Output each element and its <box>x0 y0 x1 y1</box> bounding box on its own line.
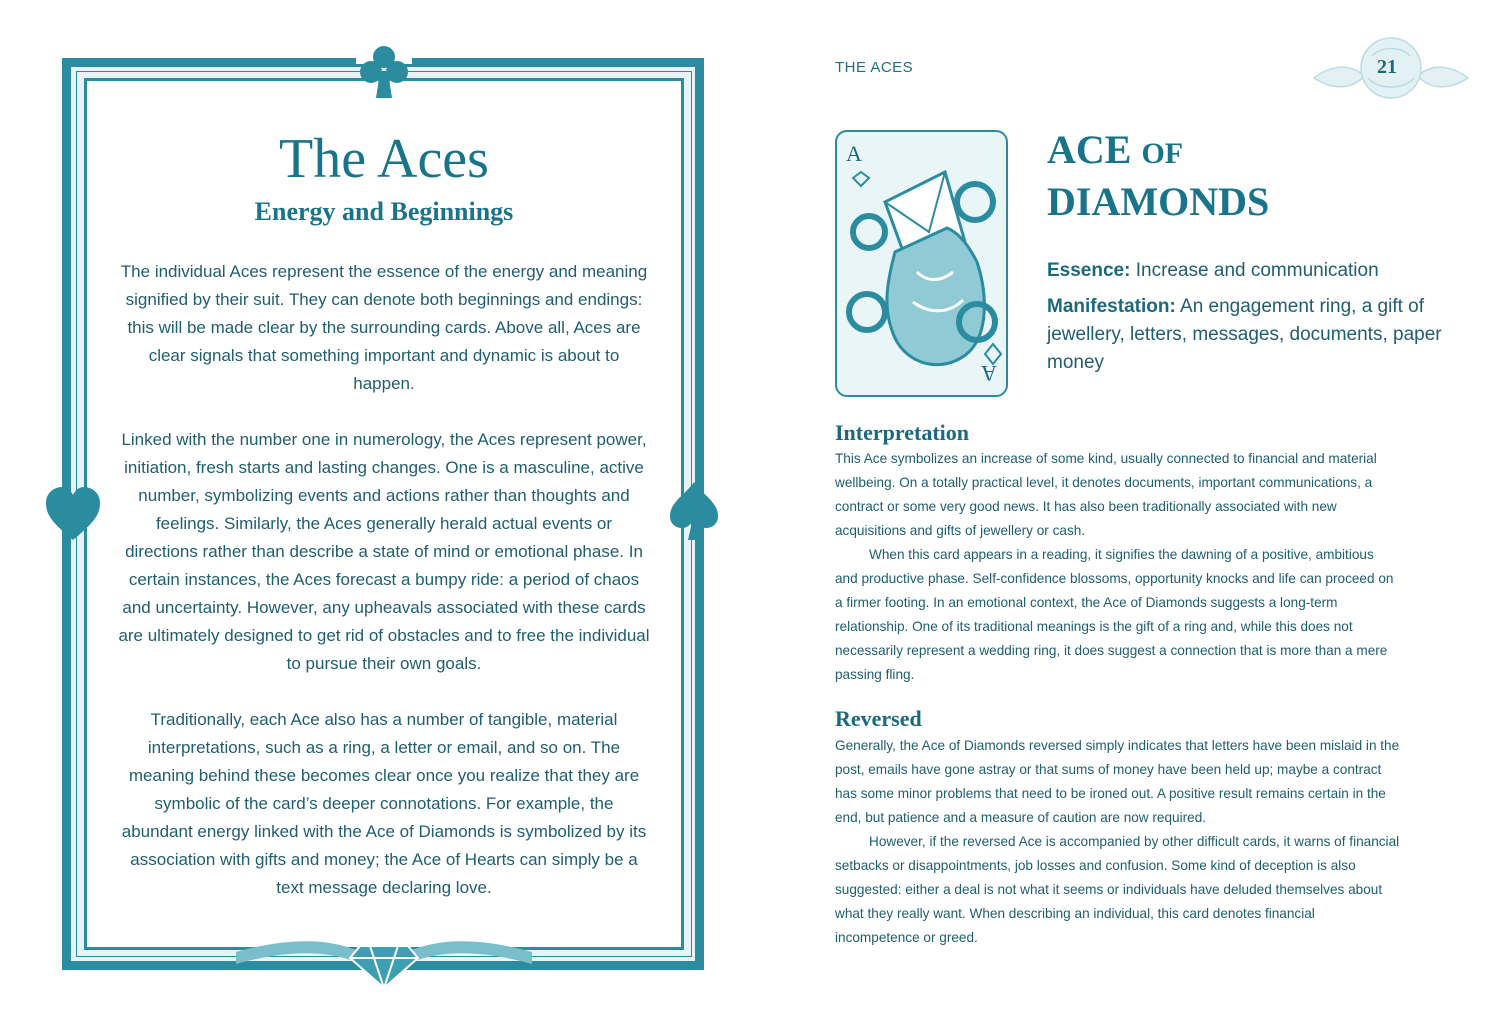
card-illustration <box>837 132 1006 395</box>
page-title: The Aces <box>279 128 489 190</box>
card-corner-label-rotated: A <box>981 361 997 386</box>
card-title-suit: DIAMONDS <box>1047 179 1270 224</box>
essence-label: Essence: <box>1047 260 1131 281</box>
interpretation-heading: Interpretation <box>835 420 970 445</box>
page-number: 21 <box>1377 56 1397 78</box>
left-body-text <box>118 258 650 930</box>
manifestation-text: An engagement ring, a gift of jewellery, letters, messages, documents, paper money <box>1047 296 1442 373</box>
running-head: THE ACES <box>835 59 914 76</box>
ace-of-diamonds-card <box>835 130 1008 397</box>
reversed-body <box>835 734 1400 950</box>
reversed-heading: Reversed <box>835 706 922 731</box>
reversed-paragraph: Generally, the Ace of Diamonds reversed simply indicates that letters have been mislaid in the post, emails have gone astray or that sums of money have been held up; maybe a contract has some minor problems that need to be ironed out. A positive result remains certain in the end, but patience and a measure of caution are now required. <box>835 738 1400 825</box>
club-icon <box>356 42 412 102</box>
body-paragraph: Linked with the number one in numerology, the Aces represent power, initiation, fresh starts and lasting changes. One is a masculine, active number, symbolizing events and actions rather than thoughts and feelings. Similarly, the Aces generally herald actual events or directions rather than describe a state of mind or emotional phase. In certain instances, the Aces forecast a bumpy ride: a period of chaos and uncertainty. However, any upheavals associated with these cards are ultimately designed to get rid of obstacles and to free the individual to pursue their own goals. <box>118 430 650 673</box>
spade-icon <box>668 480 720 542</box>
diamond-gem-icon <box>236 924 532 990</box>
card-title-of: OF <box>1141 137 1184 170</box>
manifestation-label: Manifestation: <box>1047 296 1176 317</box>
interpretation-body <box>835 447 1400 687</box>
essence-text: Increase and communication <box>1135 260 1379 281</box>
interpretation-paragraph: This Ace symbolizes an increase of some kind, usually connected to financial and material wellbeing. On a totally practical level, it denotes documents, important communications, a contract or some very good news. It has also been traditionally associated with new acquisitions and gifts of jewellery or cash. <box>835 451 1377 538</box>
manifestation-line <box>1047 293 1447 377</box>
card-title-ace: ACE <box>1047 127 1132 172</box>
essence-line <box>1047 257 1447 285</box>
card-corner-label: A <box>846 141 862 166</box>
body-paragraph: Traditionally, each Ace also has a number of tangible, material interpretations, such as a ring, a letter or email, and so on. The meaning behind these becomes clear once you realize that they are symbolic of the card’s deeper connotations. For example, the abundant energy linked with the Ace of Diamonds is symbolized by its association with gifts and money; the Ace of Hearts can simply be a text message declaring love. <box>121 710 647 897</box>
heart-icon <box>44 486 102 542</box>
reversed-paragraph: However, if the reversed Ace is accompanied by other difficult cards, it warns of financial setbacks or disappointments, job losses and confusion. Some kind of deception is also suggested: either a deal is not what it seems or individuals have deluded themselves about what they really want. When describing an individual, this card denotes financial incompetence or greed. <box>835 834 1400 945</box>
card-title <box>1047 126 1269 226</box>
interpretation-paragraph: When this card appears in a reading, it signifies the dawning of a positive, ambitious and productive phase. Self-confidence blossoms, opportunity knocks and life can proceed on a firmer footing. In an emotional context, the Ace of Diamonds suggests a long-term relationship. One of its traditional meanings is the gift of a ring and, while this does not necessarily represent a wedding ring, it does suggest a connection that is more than a mere passing fling. <box>835 547 1394 682</box>
page-subtitle: Energy and Beginnings <box>254 197 514 226</box>
body-paragraph: The individual Aces represent the essence of the energy and meaning signified by their suit. They can denote both beginnings and endings: this will be made clear by the surrounding cards. Above all, Aces are clear signals that something important and dynamic is about to happen. <box>120 262 648 393</box>
